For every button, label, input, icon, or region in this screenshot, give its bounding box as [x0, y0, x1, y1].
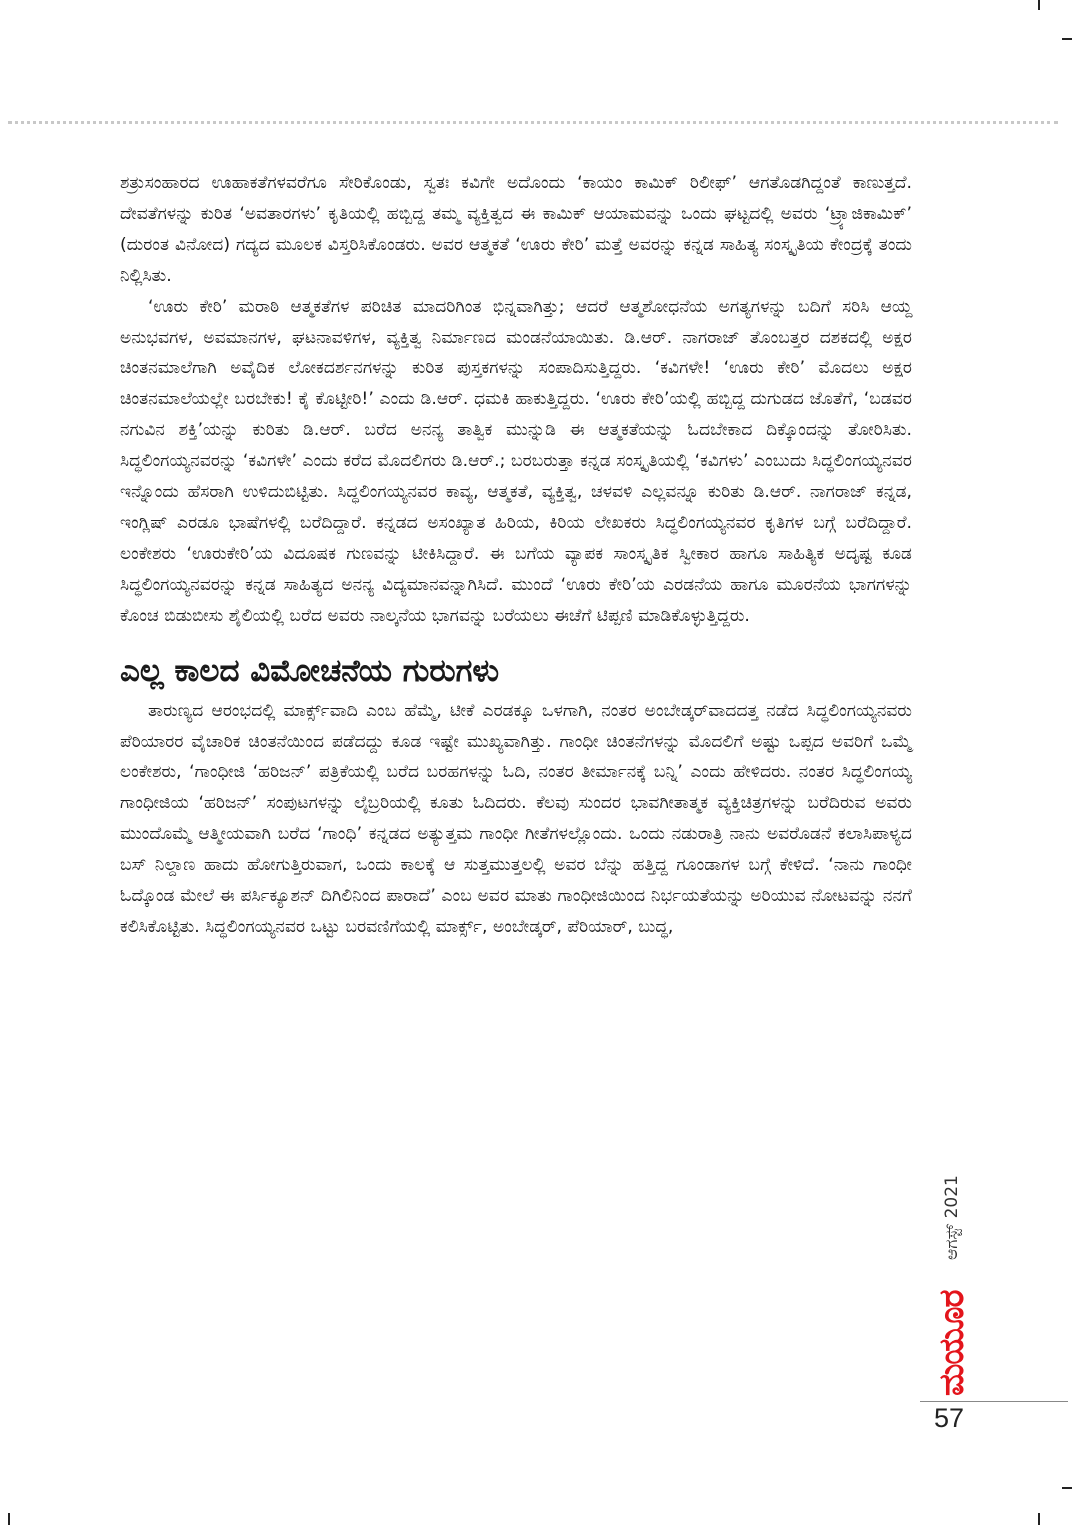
- page-number: 57: [934, 1403, 965, 1433]
- header-dotted-rule: [8, 121, 1058, 124]
- magazine-logo: ಮಯೂರ: [932, 1290, 972, 1396]
- article-paragraph: ‘ಊರು ಕೇರಿ’ ಮರಾಠಿ ಆತ್ಮಕತೆಗಳ ಪರಿಚಿತ ಮಾದರಿಗಿಂತ ಭಿನ್ನವಾಗಿತ್ತು; ಆದರೆ ಆತ್ಮಶೋಧನೆಯ ಅಗತ್ಯಗಳನ್ನು ಬದಿಗೆ ಸರಿಸಿ ಆಯ್ದ ಅನುಭವಗಳ, ಅವಮಾನಗಳ, ಘಟನಾವಳಿಗಳ, ವ್ಯಕ್ತಿತ್ವ ನಿರ್ಮಾಣದ ಮಂಡನೆಯಾಯಿತು. ಡಿ.ಆರ್. ನಾಗರಾಜ್ ತೊಂಬತ್ತರ ದಶಕದಲ್ಲಿ ಅಕ್ಷರ ಚಿಂತನಮಾಲೆಗಾಗಿ ಅವೈದಿಕ ಲೋಕದರ್ಶನಗಳನ್ನು ಕುರಿತ ಪುಸ್ತಕಗಳನ್ನು ಸಂಪಾದಿಸುತ್ತಿದ್ದರು. ‘ಕವಿಗಳೇ! ‘ಊರು ಕೇರಿ’ ಮೊದಲು ಅಕ್ಷರ ಚಿಂತನಮಾಲೆಯಲ್ಲೇ ಬರಬೇಕು! ಕೈ ಕೊಟ್ಟೀರಿ!’ ಎಂದು ಡಿ.ಆರ್. ಧಮಕಿ ಹಾಕುತ್ತಿದ್ದರು. ‘ಊರು ಕೇರಿ’ಯಲ್ಲಿ ಹಬ್ಬಿದ್ದ ದುಗುಡದ ಜೊತೆಗೆ, ‘ಬಡವರ ನಗುವಿನ ಶಕ್ತಿ’ಯನ್ನು ಕುರಿತು ಡಿ.ಆರ್. ಬರೆದ ಅನನ್ಯ ತಾತ್ವಿಕ ಮುನ್ನುಡಿ ಈ ಆತ್ಮಕತೆಯನ್ನು ಓದಬೇಕಾದ ದಿಕ್ಕೊಂದನ್ನು ತೋರಿಸಿತು. ಸಿದ್ಧಲಿಂಗಯ್ಯನವರನ್ನು ‘ಕವಿಗಳೇ’ ಎಂದು ಕರೆದ ಮೊದಲಿಗರು ಡಿ.ಆರ್.; ಬರಬರುತ್ತಾ ಕನ್ನಡ ಸಂಸ್ಕೃತಿಯಲ್ಲಿ ‘ಕವಿಗಳು’ ಎಂಬುದು ಸಿದ್ಧಲಿಂಗಯ್ಯನವರ ಇನ್ನೊಂದು ಹೆಸರಾಗಿ ಉಳಿದುಬಿಟ್ಟಿತು. ಸಿದ್ಧಲಿಂಗಯ್ಯನವರ ಕಾವ್ಯ, ಆತ್ಮಕತೆ, ವ್ಯಕ್ತಿತ್ವ, ಚಳವಳಿ ಎಲ್ಲವನ್ನೂ ಕುರಿತು ಡಿ.ಆರ್. ನಾಗರಾಜ್ ಕನ್ನಡ, ಇಂಗ್ಲಿಷ್ ಎರಡೂ ಭಾಷೆಗಳಲ್ಲಿ ಬರೆದಿದ್ದಾರೆ. ಕನ್ನಡದ ಅಸಂಖ್ಯಾತ ಹಿರಿಯ, ಕಿರಿಯ ಲೇಖಕರು ಸಿದ್ಧಲಿಂಗಯ್ಯನವರ ಕೃತಿಗಳ ಬಗ್ಗೆ ಬರೆದಿದ್ದಾರೆ. ಲಂಕೇಶರು ‘ಊರುಕೇರಿ’ಯ ವಿದೂಷಕ ಗುಣವನ್ನು ಟೀಕಿಸಿದ್ದಾರೆ. ಈ ಬಗೆಯ ವ್ಯಾಪಕ ಸಾಂಸ್ಕೃತಿಕ ಸ್ವೀಕಾರ ಹಾಗೂ ಸಾಹಿತ್ಯಿಕ ಅದೃಷ್ಟ ಕೂಡ ಸಿದ್ಧಲಿಂಗಯ್ಯನವರನ್ನು ಕನ್ನಡ ಸಾಹಿತ್ಯದ ಅನನ್ಯ ವಿದ್ಯಮಾನವನ್ನಾಗಿಸಿದೆ. ಮುಂದೆ ‘ಊರು ಕೇರಿ’ಯ ಎರಡನೆಯ ಹಾಗೂ ಮೂರನೆಯ ಭಾಗಗಳನ್ನು ಕೊಂಚ ಬಿಡುಬೀಸು ಶೈಲಿಯಲ್ಲಿ ಬರೆದ ಅವರು ನಾಲ್ಕನೆಯ ಭಾಗವನ್ನು ಬರೆಯಲು ಈಚೆಗೆ ಟಿಪ್ಪಣಿ ಮಾಡಿಕೊಳ್ಳುತ್ತಿದ್ದರು.: [120, 296, 912, 626]
- crop-mark: [1038, 1513, 1040, 1525]
- section-heading: ಎಲ್ಲ ಕಾಲದ ವಿಮೋಚನೆಯ ಗುರುಗಳು: [120, 652, 500, 689]
- crop-mark: [1062, 1487, 1072, 1489]
- crop-mark: [1062, 38, 1072, 40]
- article-paragraph: ಶತ್ರುಸಂಹಾರದ ಊಹಾಕತೆಗಳವರೆಗೂ ಸೇರಿಕೊಂಡು, ಸ್ವತಃ ಕವಿಗೇ ಅದೊಂದು ‘ಕಾಯಂ ಕಾಮಿಕ್ ರಿಲೀಫ್’ ಆಗತೊಡಗಿದ್ದಂತೆ ಕಾಣುತ್ತದೆ. ದೇವತೆಗಳನ್ನು ಕುರಿತ ‘ಅವತಾರಗಳು’ ಕೃತಿಯಲ್ಲಿ ಹಬ್ಬಿದ್ದ ತಮ್ಮ ವ್ಯಕ್ತಿತ್ವದ ಈ ಕಾಮಿಕ್ ಆಯಾಮವನ್ನು ಒಂದು ಘಟ್ಟದಲ್ಲಿ ಅವರು ‘ಟ್ರ್ಯಾಜಿಕಾಮಿಕ್’ (ದುರಂತ ವಿನೋದ) ಗದ್ಯದ ಮೂಲಕ ವಿಸ್ತರಿಸಿಕೊಂಡರು. ಅವರ ಆತ್ಮಕತೆ ‘ಊರು ಕೇರಿ’ ಮತ್ತೆ ಅವರನ್ನು ಕನ್ನಡ ಸಾಹಿತ್ಯ ಸಂಸ್ಕೃತಿಯ ಕೇಂದ್ರಕ್ಕೆ ತಂದು ನಿಲ್ಲಿಸಿತು.: [120, 173, 912, 286]
- magazine-sidebar: [928, 1110, 976, 1400]
- article-paragraph: ತಾರುಣ್ಯದ ಆರಂಭದಲ್ಲಿ ಮಾರ್ಕ್ಸ್‌ವಾದಿ ಎಂಬ ಹೆಮ್ಮೆ, ಟೀಕೆ ಎರಡಕ್ಕೂ ಒಳಗಾಗಿ, ನಂತರ ಅಂಬೇಡ್ಕರ್‌ವಾದದತ್ತ ನಡೆದ ಸಿದ್ಧಲಿಂಗಯ್ಯನವರು ಪೆರಿಯಾರರ ವೈಚಾರಿಕ ಚಿಂತನೆಯಿಂದ ಪಡೆದದ್ದು ಕೂಡ ಇಷ್ಟೇ ಮುಖ್ಯವಾಗಿತ್ತು. ಗಾಂಧೀ ಚಿಂತನೆಗಳನ್ನು ಮೊದಲಿಗೆ ಅಷ್ಟು ಒಪ್ಪದ ಅವರಿಗೆ ಒಮ್ಮೆ ಲಂಕೇಶರು, ‘ಗಾಂಧೀಜಿ ‘ಹರಿಜನ್’ ಪತ್ರಿಕೆಯಲ್ಲಿ ಬರೆದ ಬರಹಗಳನ್ನು ಓದಿ, ನಂತರ ತೀರ್ಮಾನಕ್ಕೆ ಬನ್ನಿ’ ಎಂದು ಹೇಳಿದರು. ನಂತರ ಸಿದ್ಧಲಿಂಗಯ್ಯ ಗಾಂಧೀಜಿಯ ‘ಹರಿಜನ್’ ಸಂಪುಟಗಳನ್ನು ಲೈಬ್ರರಿಯಲ್ಲಿ ಕೂತು ಓದಿದರು. ಕೆಲವು ಸುಂದರ ಭಾವಗೀತಾತ್ಮಕ ವ್ಯಕ್ತಿಚಿತ್ರಗಳನ್ನು ಬರೆದಿರುವ ಅವರು ಮುಂದೊಮ್ಮೆ ಆತ್ಮೀಯವಾಗಿ ಬರೆದ ‘ಗಾಂಧಿ’ ಕನ್ನಡದ ಅತ್ಯುತ್ತಮ ಗಾಂಧೀ ಗೀತೆಗಳಲ್ಲೊಂದು. ಒಂದು ನಡುರಾತ್ರಿ ನಾನು ಅವರೊಡನೆ ಕಲಾಸಿಪಾಳ್ಯದ ಬಸ್ ನಿಲ್ದಾಣ ಹಾದು ಹೋಗುತ್ತಿರುವಾಗ, ಒಂದು ಕಾಲಕ್ಕೆ ಆ ಸುತ್ತಮುತ್ತಲಲ್ಲಿ ಅವರ ಬೆನ್ನು ಹತ್ತಿದ್ದ ಗೂಂಡಾಗಳ ಬಗ್ಗೆ ಕೇಳಿದೆ. ‘ನಾನು ಗಾಂಧೀ ಓದ್ಕೊಂಡ ಮೇಲೆ ಈ ಪರ್ಸಿಕ್ಯೂಶನ್ ದಿಗಿಲಿನಿಂದ ಪಾರಾದೆ’ ಎಂಬ ಅವರ ಮಾತು ಗಾಂಧೀಜಿಯಿಂದ ನಿರ್ಭಯತೆಯನ್ನು ಅರಿಯುವ ನೋಟವನ್ನು ನನಗೆ ಕಲಿಸಿಕೊಟ್ಟಿತು. ಸಿದ್ಧಲಿಂಗಯ್ಯನವರ ಒಟ್ಟು ಬರವಣಿಗೆಯಲ್ಲಿ ಮಾರ್ಕ್ಸ್, ಅಂಬೇಡ್ಕರ್, ಪೆರಿಯಾರ್, ಬುದ್ಧ,: [120, 700, 912, 937]
- footer-rule: [920, 1401, 1068, 1402]
- article-body: [120, 168, 912, 943]
- crop-mark: [1038, 0, 1040, 10]
- crop-mark: [8, 1513, 10, 1525]
- issue-date: ಆಗಸ್ಟ್ 2021: [942, 1175, 962, 1260]
